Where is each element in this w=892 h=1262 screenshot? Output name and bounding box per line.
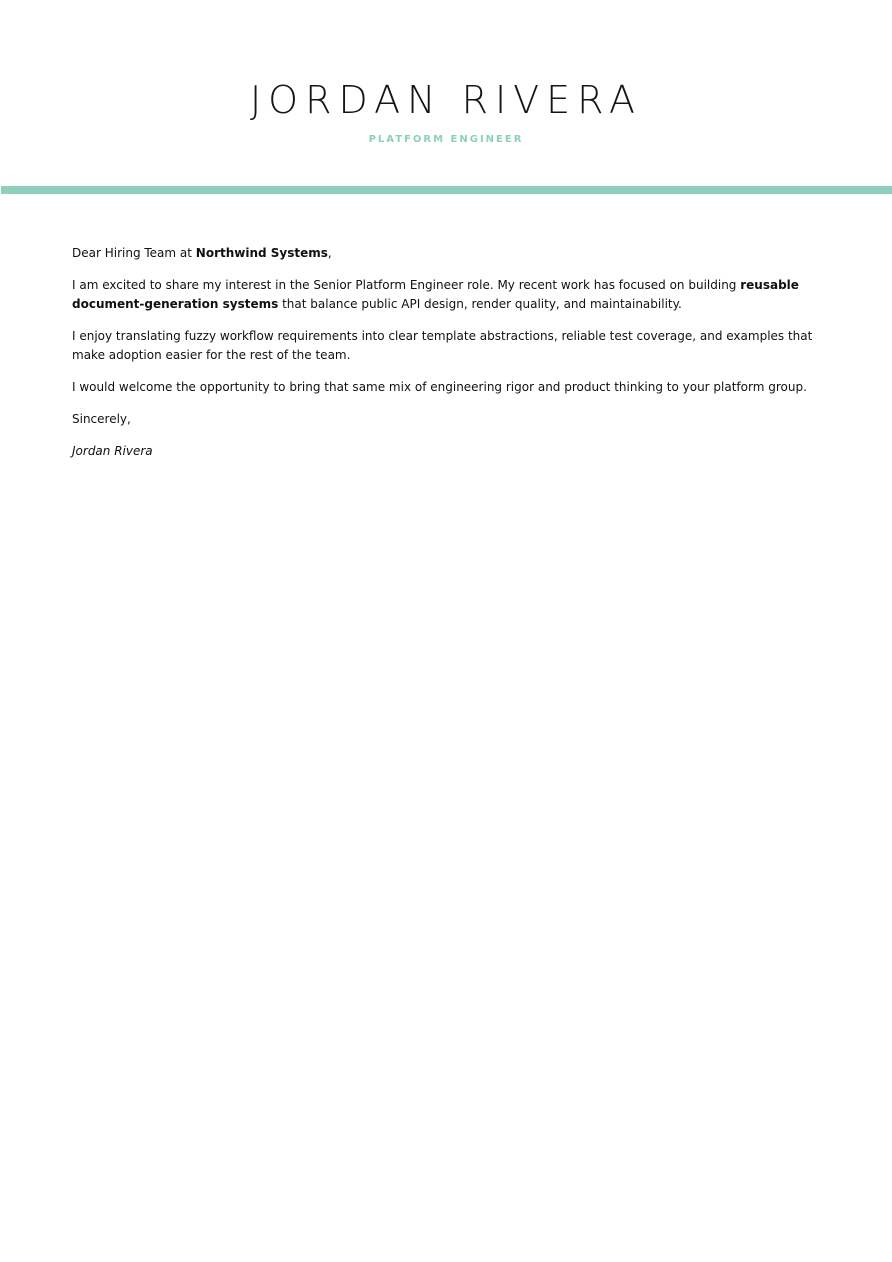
paragraph-skills: I enjoy translating fuzzy workflow requirements into clear template abstractions, reliable test coverage, and examples that make adoption easier for the rest of the team. bbox=[72, 329, 813, 362]
greeting-prefix: Dear Hiring Team at bbox=[72, 246, 196, 260]
applicant-role: PLATFORM ENGINEER bbox=[368, 134, 524, 145]
signature: Jordan Rivera bbox=[72, 444, 153, 458]
closing-salutation: Sincerely, bbox=[72, 412, 131, 426]
applicant-name: JORDAN RIVERA bbox=[249, 78, 643, 122]
paragraph-intro bbox=[72, 276, 820, 314]
header-divider bbox=[1, 186, 892, 194]
greeting-suffix: , bbox=[327, 246, 332, 260]
paragraph-intro-after: that balance public API design, render quality, and maintainability. bbox=[278, 297, 682, 311]
paragraph-closing: I would welcome the opportunity to bring that same mix of engineering rigor and product thinking to your platform group. bbox=[72, 380, 807, 394]
letter-body bbox=[72, 244, 820, 474]
greeting bbox=[72, 244, 820, 263]
paragraph-intro-highlight: reusable document-generation systems bbox=[72, 278, 799, 311]
paragraph-intro-before: I am excited to share my interest in the Senior Platform Engineer role. My recent work has focused on building bbox=[72, 278, 741, 292]
company-name: Northwind Systems bbox=[195, 246, 328, 260]
